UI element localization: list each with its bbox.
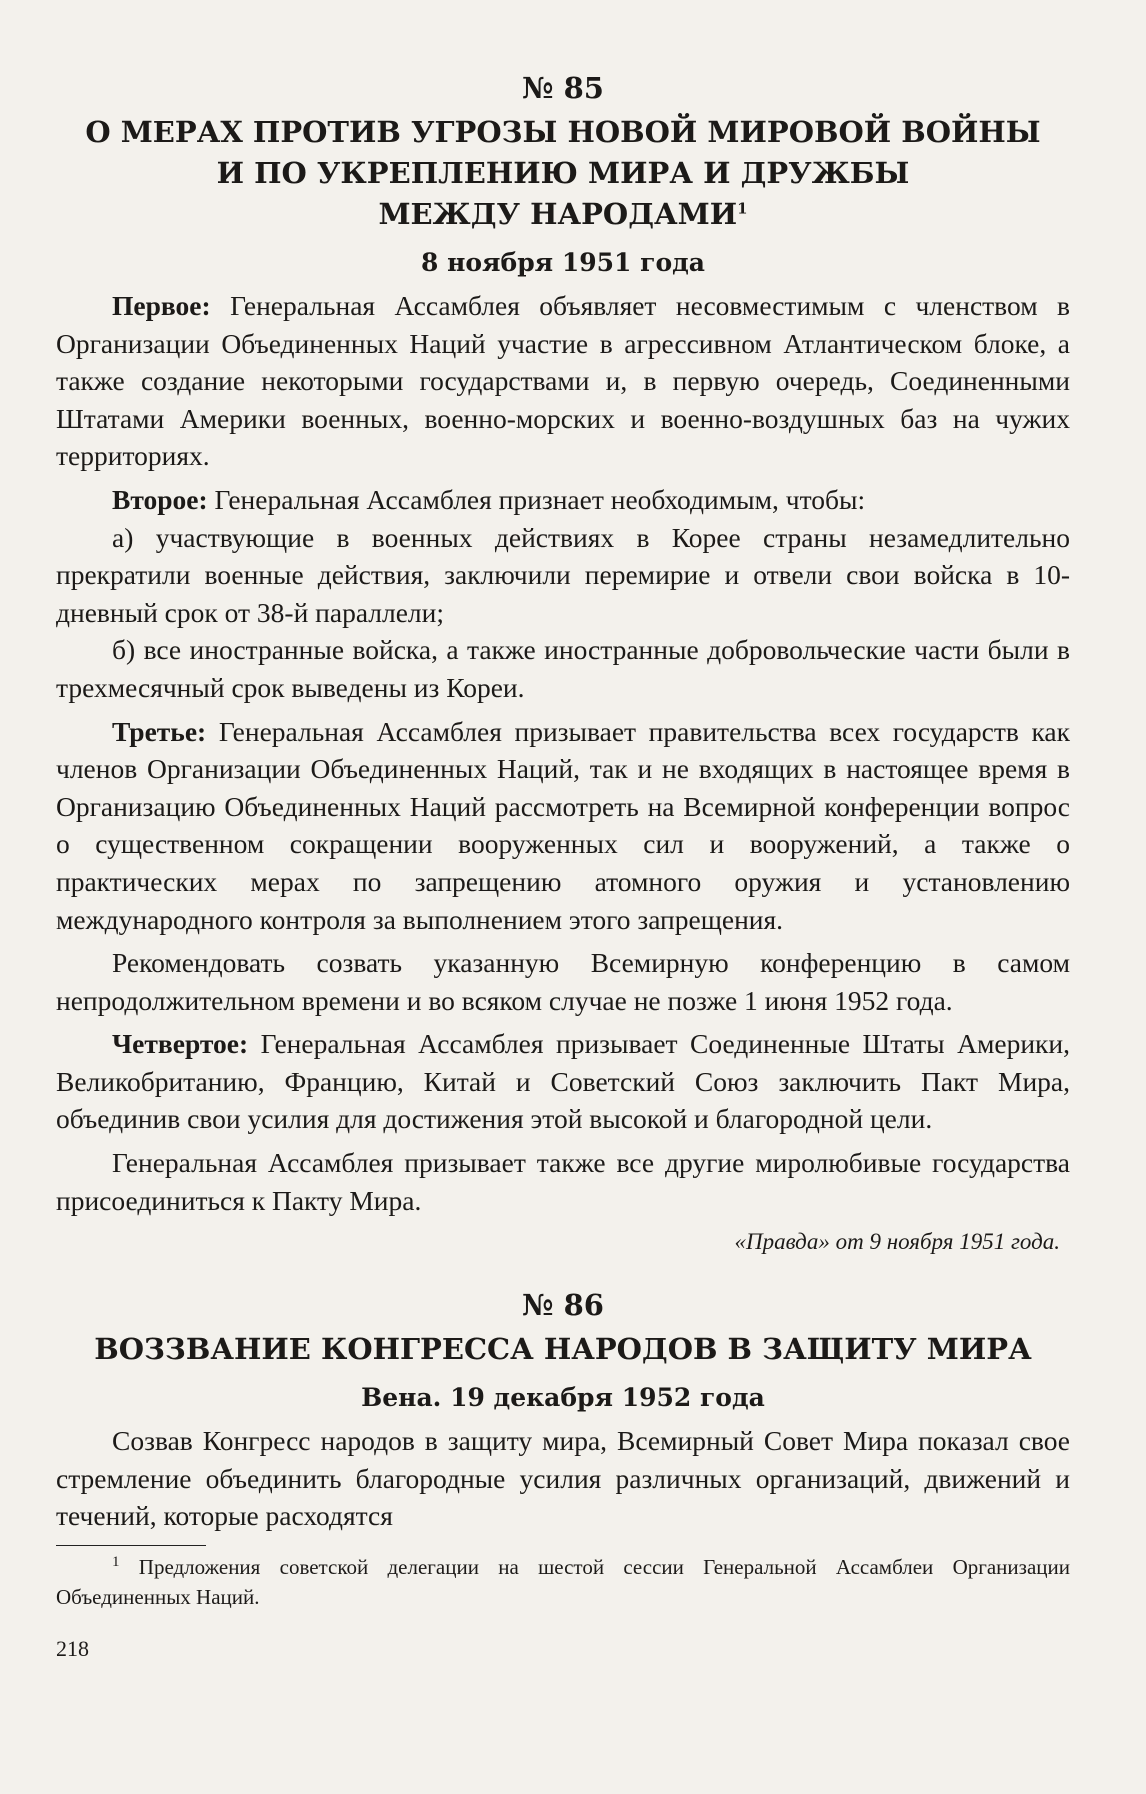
paragraph-lead: Третье:	[112, 715, 207, 747]
source-citation	[56, 1225, 1060, 1259]
paragraph-second-b: б) все иностранные войска, а также иностранные добровольческие части были в трехмесячный срок выведены из Кореи.	[56, 634, 1070, 703]
title-line-3	[56, 194, 1070, 235]
document-title: ВОЗЗВАНИЕ КОНГРЕССА НАРОДОВ В ЗАЩИТУ МИРА	[94, 1332, 1032, 1367]
page-number: 218	[56, 1636, 89, 1662]
footnote-text: Предложения советской делегации на шестой сессии Генеральной Ассамблеи Организации Объединенных Наций.	[56, 1555, 1070, 1610]
paragraph-second	[56, 481, 1070, 519]
footnote	[56, 1552, 1070, 1612]
paragraph-second-a: а) участвующие в военных действиях в Корее страны незамедлительно прекратили военные действия, заключили перемирие и отвели свои войска в 10-дневный срок от 38-й параллели;	[56, 521, 1070, 628]
document-number: № 85	[522, 71, 604, 105]
paragraph-text: Генеральная Ассамблея признает необходимым, чтобы:	[207, 483, 866, 515]
paragraph-lead: Второе:	[112, 483, 208, 515]
paragraph-lead: Четвертое:	[112, 1028, 249, 1060]
paragraph-fourth	[56, 1025, 1070, 1138]
paragraph-closing: Генеральная Ассамблея призывает также все другие миролюбивые государства присоединиться к Пакту Мира.	[56, 1147, 1070, 1216]
footnote-reference: 1	[737, 199, 748, 218]
document-title	[56, 112, 1070, 235]
paragraph-text: Генеральная Ассамблея призывает Соединенные Штаты Америки, Великобританию, Францию, Китай и Советский Союз заключить Пакт Мира, объединив свои усилия для достижения этой высокой и благородной цели.	[56, 1028, 1070, 1135]
paragraph-lead: Первое:	[112, 290, 211, 321]
book-page	[56, 68, 1070, 1664]
document-86	[56, 1285, 1070, 1535]
document-date: 8 ноября 1951 года	[420, 248, 705, 277]
footnote-divider	[56, 1545, 206, 1546]
title-line-2: И ПО УКРЕПЛЕНИЮ МИРА И ДРУЖБЫ	[216, 156, 910, 190]
document-number: № 86	[522, 1288, 604, 1323]
document-85	[56, 68, 1070, 1259]
title-line-1: О МЕРАХ ПРОТИВ УГРОЗЫ НОВОЙ МИРОВОЙ ВОЙНЫ	[85, 115, 1041, 149]
paragraph-text: Генеральная Ассамблея объявляет несовместимым с членством в Организации Объединенных Наций участие в агрессивном Атлантическом блоке, а также создание некоторыми государствами и, в первую очередь, Соединенными Штатами Америки военных, военно-морских и военно-воздушных баз на чужих территориях.	[56, 290, 1070, 472]
paragraph-third	[56, 713, 1070, 939]
source-newspaper: «Правда»	[734, 1229, 830, 1255]
paragraph-first	[56, 287, 1070, 475]
paragraph-text: Генеральная Ассамблея призывает правительства всех государств как членов Организации Объединенных Наций, так и не входящих в настоящее время в Организацию Объединенных Наций рассмотреть на Всемирной конференции вопрос о существенном сокращении вооруженных сил и вооружений, а также о практических мерах по запрещению атомного оружия и установлению международного контроля за выполнением этого запрещения.	[56, 715, 1070, 935]
source-date: от 9 ноября 1951 года.	[829, 1229, 1060, 1255]
paragraph-recommend: Рекомендовать созвать указанную Всемирную конференцию в самом непродолжительном времени и во всяком случае не позже 1 июня 1952 года.	[56, 947, 1070, 1016]
paragraph-opening: Созвав Конгресс народов в защиту мира, Всемирный Совет Мира показал свое стремление объединить благородные усилия различных организаций, движений и течений, которые расходятся	[56, 1425, 1070, 1532]
footnote-mark: 1	[112, 1554, 120, 1571]
document-date: Вена. 19 декабря 1952 года	[361, 1383, 765, 1413]
title-line-3-text: МЕЖДУ НАРОДАМИ	[378, 197, 738, 231]
